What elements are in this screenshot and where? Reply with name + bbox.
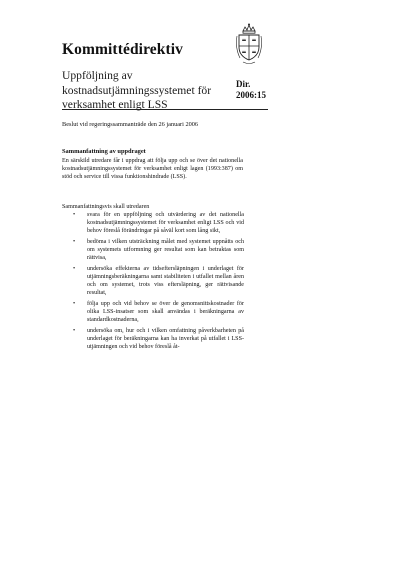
list-item-text: undersöka om, hur och i vilken omfattning påverkbarheten på underlaget för beräkningarna kan ha inverkat på utfallet i LSS-utjämningen och vid behov föreslå åt-	[87, 327, 244, 351]
list-item	[62, 211, 244, 236]
summary-paragraph: En särskild utredare får i uppdrag att följa upp och se över det nationella kostnadsutjämningssystemet för verksamhet enligt lagen (1993:387) om stöd och service till vissa funktionshindrade (LSS).	[62, 158, 243, 181]
directive-number-block	[236, 79, 266, 100]
list-item	[62, 238, 244, 263]
task-list	[62, 211, 244, 354]
section-heading: Sammanfattning av uppdraget	[62, 148, 146, 155]
coat-of-arms-icon	[234, 22, 264, 66]
list-item	[62, 265, 244, 298]
header-divider	[62, 109, 268, 110]
directive-number: 2006:15	[236, 89, 266, 100]
summary-intro-paragraph: Sammanfattningsvis skall utredaren	[62, 204, 150, 210]
decision-line: Beslut vid regeringssammanträde den 26 januari 2006	[62, 121, 199, 128]
directive-label: Dir.	[236, 79, 251, 89]
bullet-icon: •	[73, 238, 76, 245]
list-item-text: bedöma i vilken utsträckning målet med systemet uppnåtts och om systemets utformning ger resultat som kan betraktas som rättvisa,	[87, 238, 244, 262]
list-item	[62, 327, 244, 352]
document-title: Uppföljning av kostnadsutjämningssystemet för verksamhet enligt LSS	[62, 69, 212, 111]
bullet-icon: •	[73, 265, 76, 272]
document-type-heading: Kommittédirektiv	[62, 41, 183, 58]
list-item-text: svara för en uppföljning och utvärdering av det nationella kostnadsutjämningssystemet för verksamhet enligt LSS och vid behov föreslå förändringar på såväl kort som lång sikt,	[87, 212, 244, 235]
list-item	[62, 300, 244, 325]
list-item-text: undersöka effekterna av tidseftersläpningen i underlaget för utjämningsberäkningarna samt stabiliteten i utfallet mellan åren och om systemet, trots viss eftersläpning, ger rättvisande resultat,	[87, 265, 244, 297]
bullet-icon: •	[73, 327, 76, 334]
list-item-text: följa upp och vid behov se över de genomsnittskostnader för olika LSS-insatser som skall användas i beräkningarna av standardkostnaderna,	[87, 300, 244, 324]
bullet-icon: •	[73, 212, 76, 218]
bullet-icon: •	[73, 300, 76, 307]
